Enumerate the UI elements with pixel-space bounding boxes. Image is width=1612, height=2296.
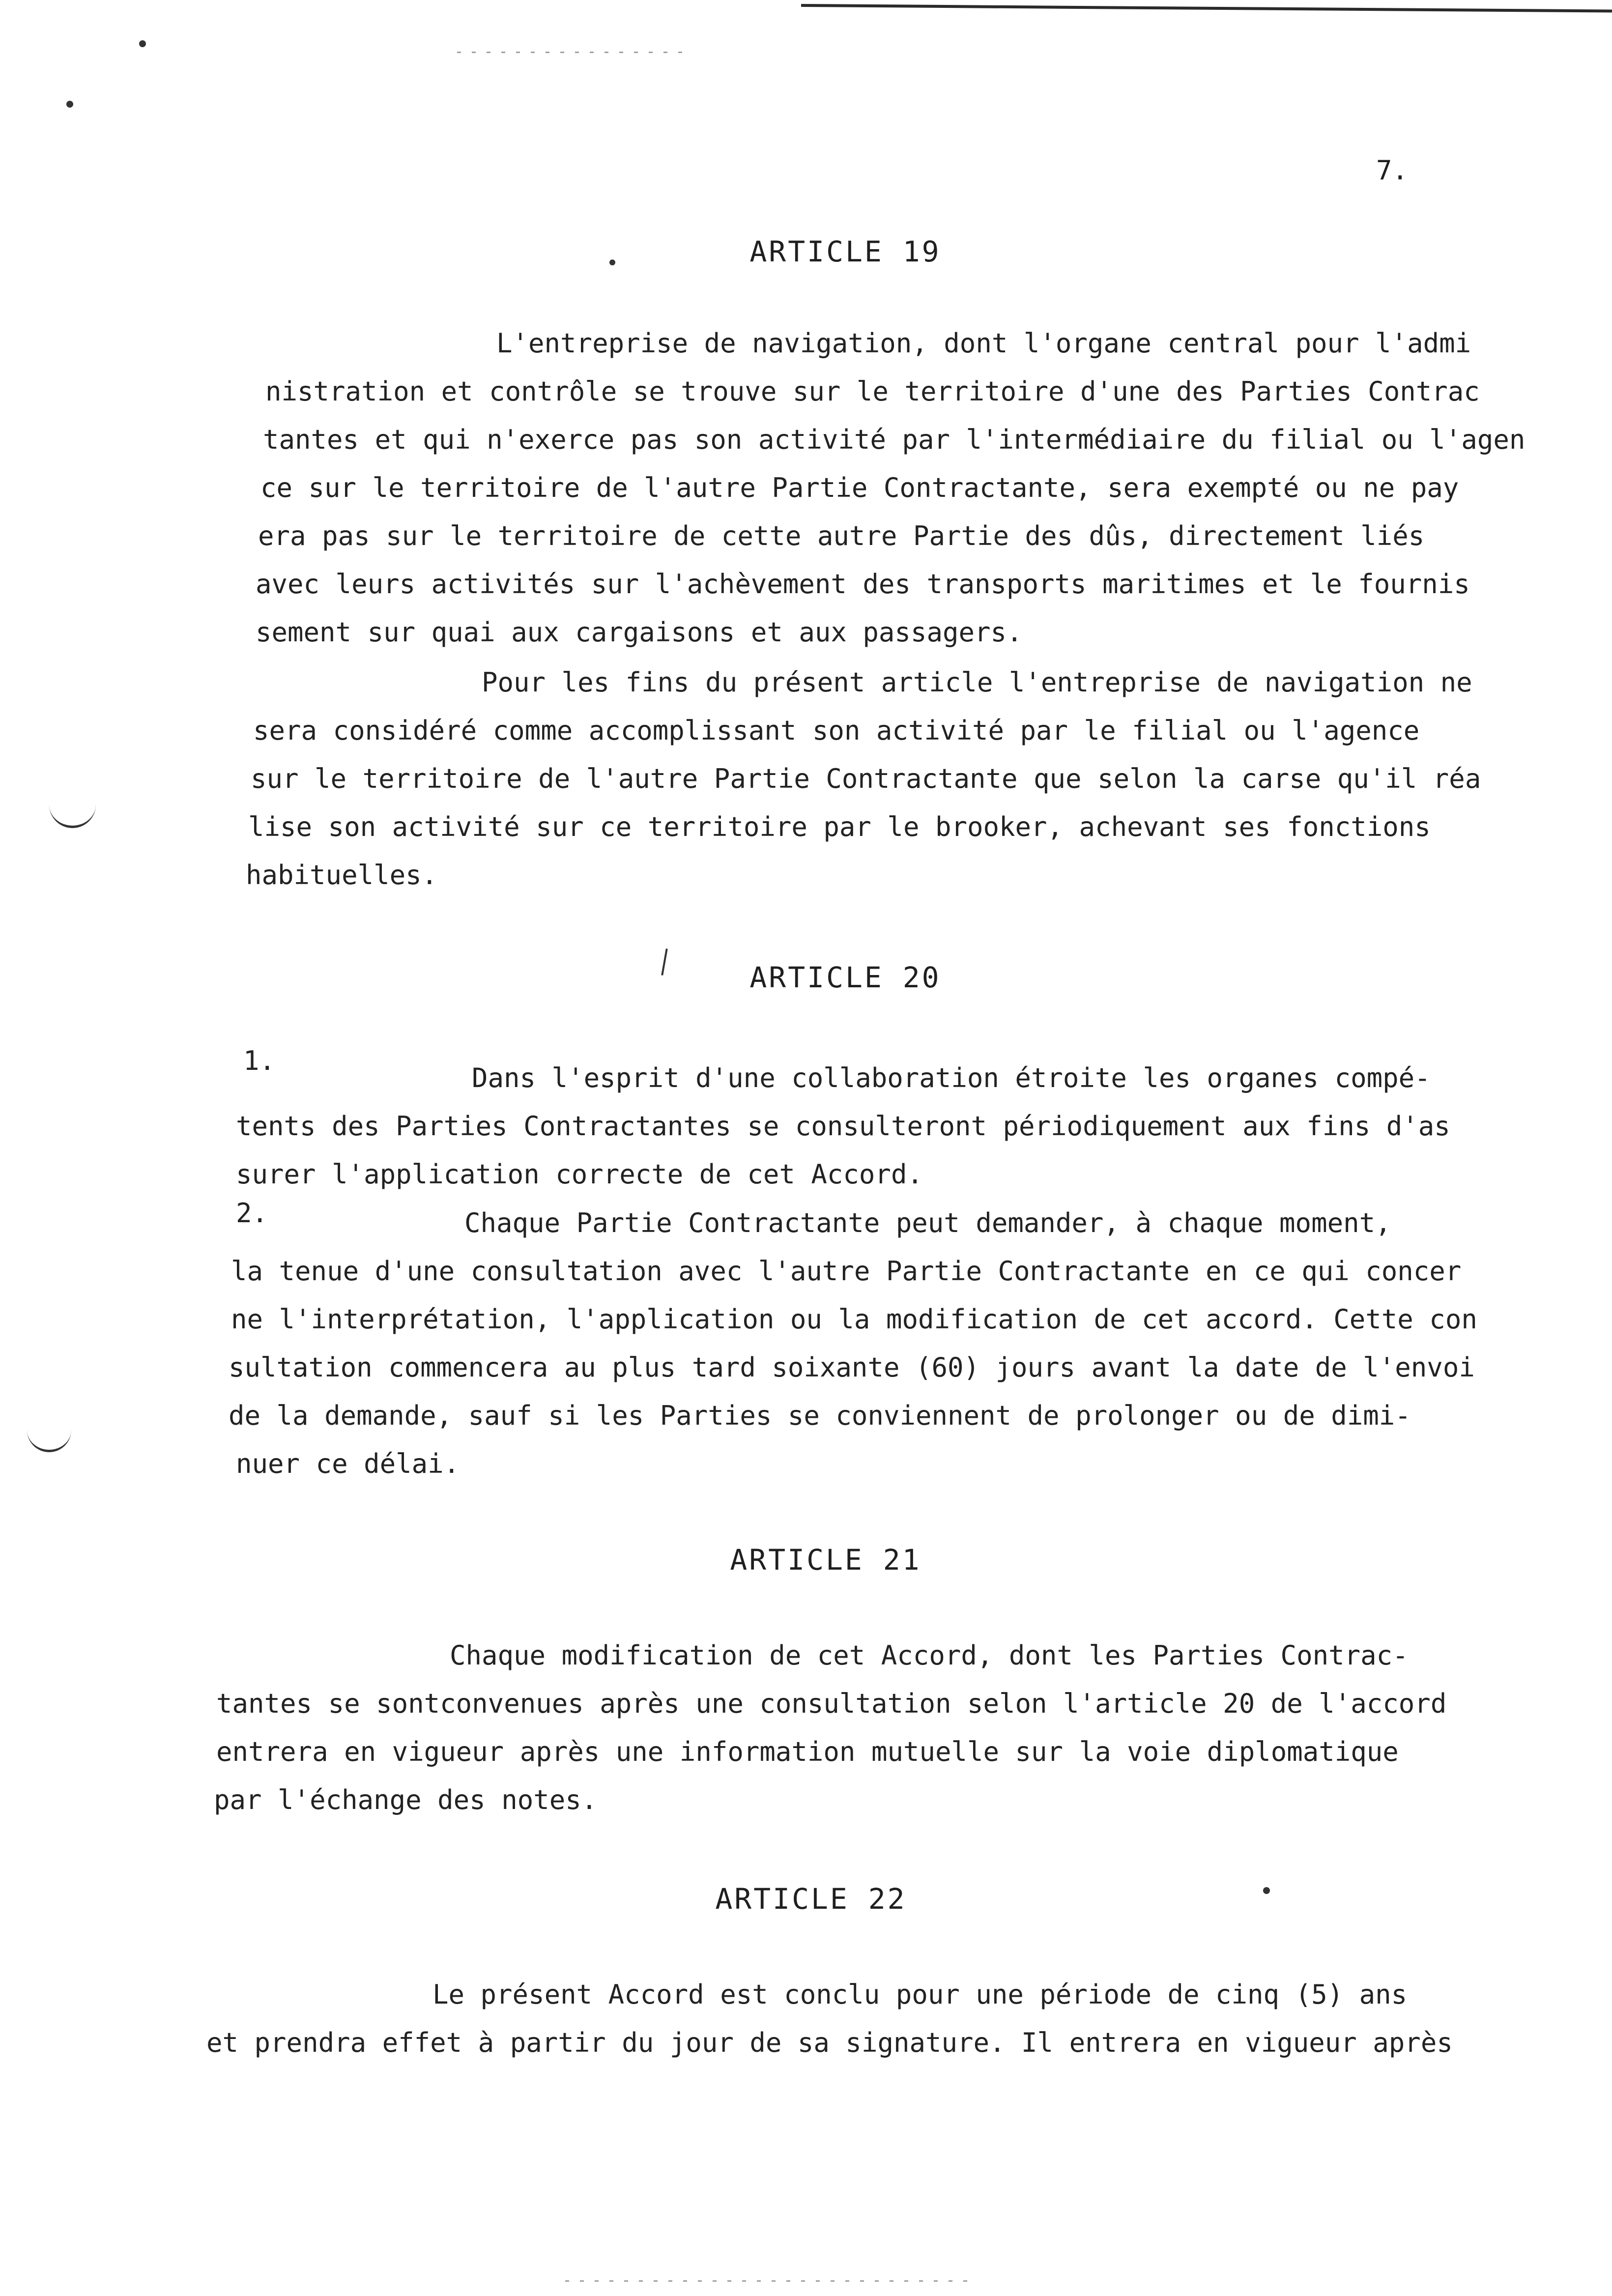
text-line: ne l'interprétation, l'application ou la modification de cet accord. Cette con [231,1304,1477,1335]
text-line: L'entreprise de navigation, dont l'organe central pour l'admi [496,328,1471,359]
article-heading: ARTICLE 21 [730,1543,921,1577]
text-line: Le présent Accord est conclu pour une période de cinq (5) ans [432,1979,1408,2010]
scan-speckle-top [457,52,693,53]
text-line: Pour les fins du présent article l'entreprise de navigation ne [482,667,1472,698]
text-line: era pas sur le territoire de cette autre Partie des dûs, directement liés [258,520,1425,551]
text-line: Chaque Partie Contractante peut demander, à chaque moment, [464,1207,1391,1238]
text-line: sement sur quai aux cargaisons et aux passagers. [256,617,1023,648]
text-line: lise son activité sur ce territoire par le brooker, achevant ses fonctions [248,811,1431,842]
page-number: 7. [1376,155,1409,186]
text-line: nistration et contrôle se trouve sur le territoire d'une des Parties Contrac [265,376,1480,407]
text-line: avec leurs activités sur l'achèvement des transports maritimes et le fournis [256,569,1470,600]
article-heading: ARTICLE 20 [749,961,941,994]
text-line: tantes et qui n'exerce pas son activité par l'intermédiaire du filial ou l'agen [263,424,1526,455]
text-line: sera considéré comme accomplissant son activité par le filial ou l'agence [253,715,1420,746]
text-line: ce sur le territoire de l'autre Partie Contractante, sera exempté ou ne pay [260,472,1459,503]
text-line: la tenue d'une consultation avec l'autre Partie Contractante en ce qui concer [231,1256,1462,1287]
text-line: habituelles. [246,860,438,890]
scan-dot [66,101,73,108]
text-line: par l'échange des notes. [214,1784,598,1815]
text-line: Dans l'esprit d'une collaboration étroite les organes compé- [472,1062,1431,1093]
text-line: de la demande, sauf si les Parties se conviennent de prolonger ou de dimi- [229,1400,1411,1431]
article-heading: ARTICLE 22 [715,1882,907,1916]
text-line: et prendra effet à partir du jour de sa signature. Il entrera en vigueur après [206,2027,1453,2058]
text-line: sur le territoire de l'autre Partie Contractante que selon la carse qu'il réa [251,763,1481,794]
text-line: nuer ce délai. [236,1448,460,1479]
margin-scribble [49,796,96,828]
scan-speckle-bottom [565,2280,968,2282]
text-line: entrera en vigueur après une information mutuelle sur la voie diplomatique [216,1736,1399,1767]
text-line: tents des Parties Contractantes se consulteront périodiquement aux fins d'as [236,1111,1450,1142]
text-line: surer l'application correcte de cet Accord. [236,1159,923,1190]
article-heading: ARTICLE 19 [749,235,941,268]
scan-dot [139,40,146,47]
text-line: tantes se sontconvenues après une consultation selon l'article 20 de l'accord [216,1688,1447,1719]
item-number: 2. [236,1198,268,1229]
text-line: Chaque modification de cet Accord, dont les Parties Contrac- [450,1640,1409,1671]
text-line: sultation commencera au plus tard soixante (60) jours avant la date de l'envoi [229,1352,1475,1383]
item-number: 1. [243,1045,276,1076]
margin-scribble [27,1415,71,1452]
top-edge-rule [801,4,1612,13]
